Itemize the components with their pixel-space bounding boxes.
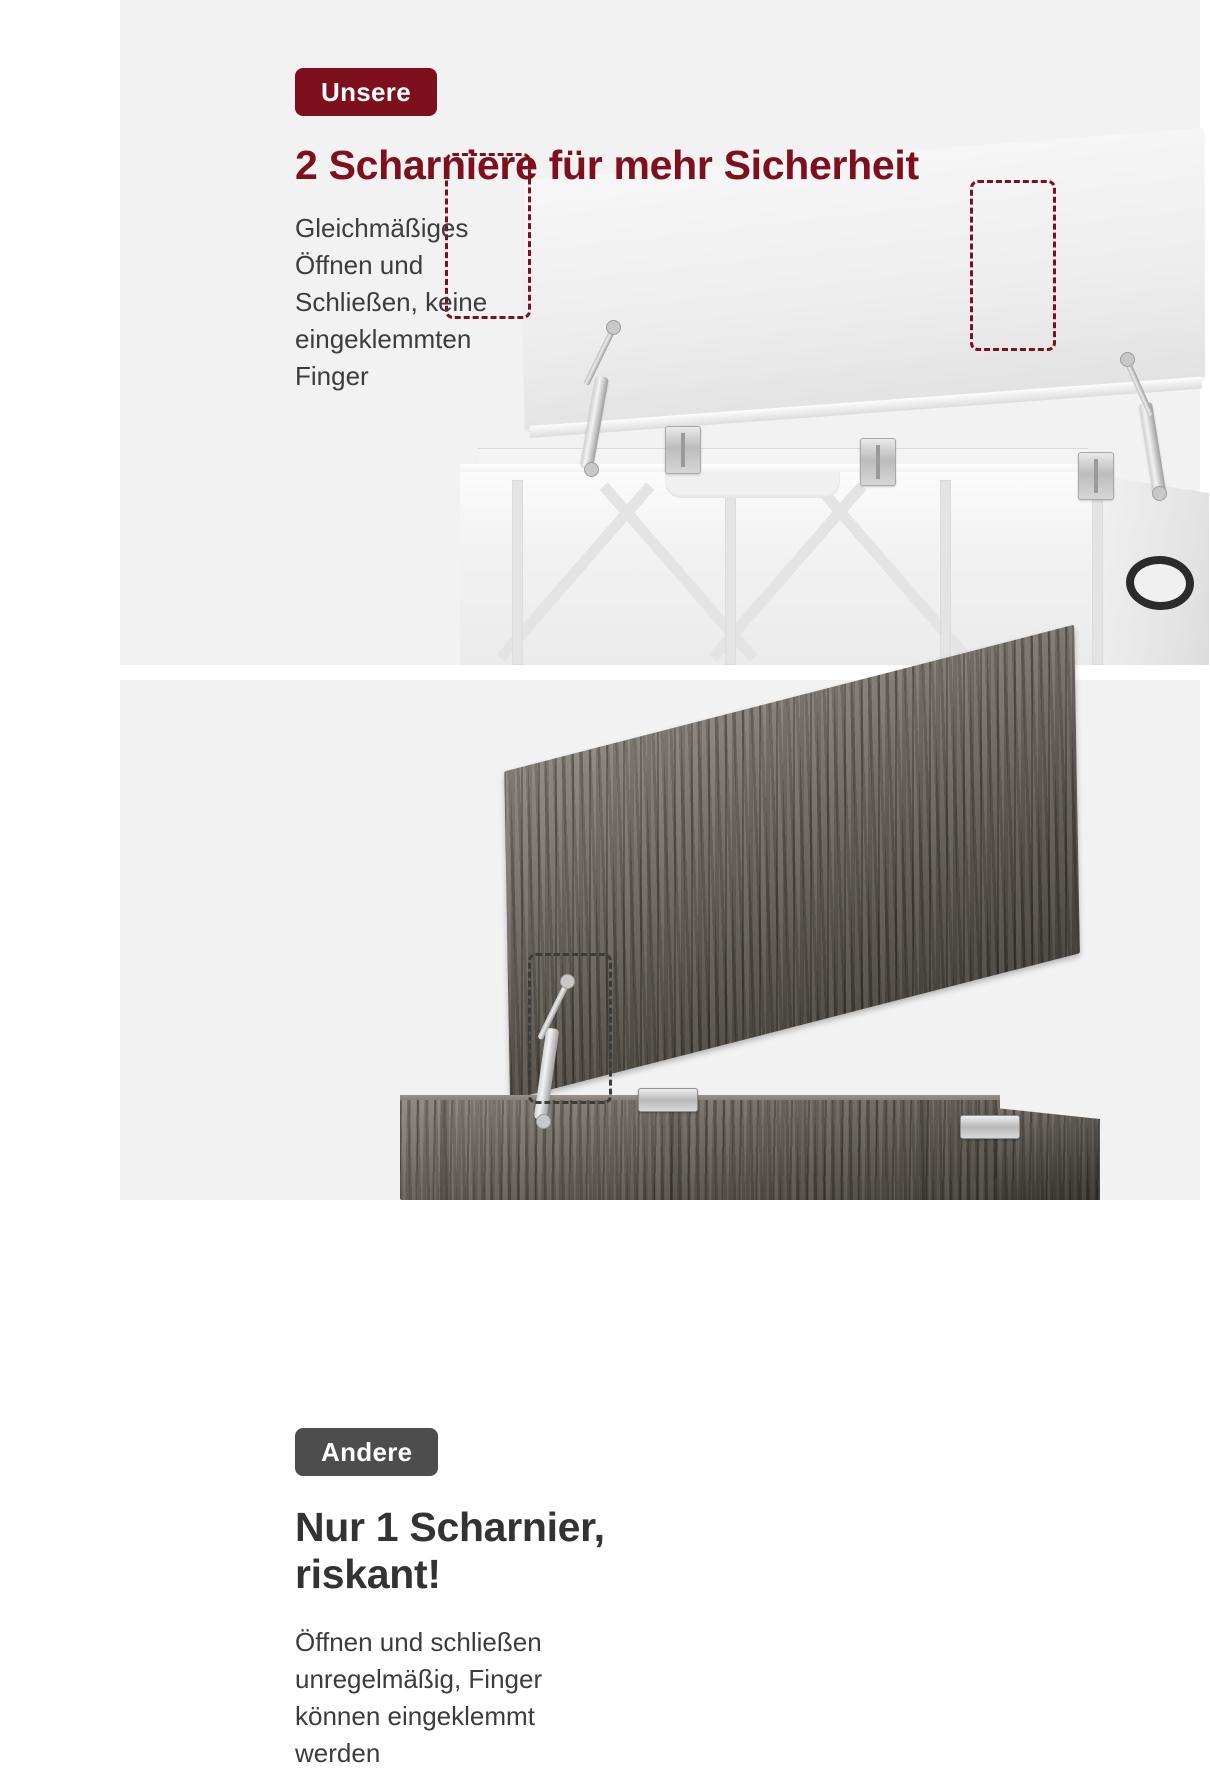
- left-margin-strip: [0, 0, 120, 1200]
- panel-others: [120, 680, 1200, 1768]
- body-text-others: Öffnen und schließen unregelmäßig, Finger können eingeklemmt werden: [295, 1627, 543, 1768]
- brace-vertical: [512, 480, 523, 665]
- hinge-pin: [1094, 459, 1098, 493]
- gas-strut-right: [1139, 402, 1166, 495]
- gas-strut-ball-left: [606, 320, 621, 335]
- hinge-plate-wood: [960, 1115, 1020, 1139]
- hinge-plate: [860, 438, 896, 486]
- hinge-plate: [1078, 452, 1114, 500]
- heading-others: Nur 1 Scharnier, riskant!: [295, 1504, 605, 1597]
- brace-vertical: [670, 1100, 679, 1200]
- panel-ours: [120, 0, 1200, 665]
- chest-body-white: [460, 472, 1105, 665]
- heading-ours: 2 Scharniere für mehr Sicherheit: [295, 142, 919, 188]
- product-photo-wood-chest: [360, 770, 1100, 1200]
- hinge-plate: [665, 426, 701, 474]
- x-brace-group: [512, 480, 1103, 665]
- brace-vertical: [920, 1100, 929, 1200]
- hinge-plate-wood: [638, 1088, 698, 1112]
- product-photo-white-chest: [420, 180, 1210, 665]
- hinge-pin: [876, 445, 880, 479]
- brace-vertical: [940, 480, 951, 665]
- highlight-box-right-hinge: [970, 180, 1056, 351]
- gas-strut-mount-single: [536, 1114, 551, 1129]
- gas-strut-ball-right: [1120, 352, 1135, 367]
- gas-strut-mount-left: [584, 462, 599, 477]
- chest-front-notch: [665, 472, 840, 498]
- body-text-ours: Gleichmäßiges Öffnen und Schließen, keine eingeklemmten Finger: [295, 213, 488, 391]
- gas-strut-mount-right: [1152, 486, 1167, 501]
- hinge-pin: [681, 433, 685, 467]
- highlight-box-single-hinge: [528, 953, 612, 1104]
- brace-vertical: [725, 480, 736, 665]
- brace-vertical: [440, 1100, 449, 1200]
- badge-others: Andere: [295, 1428, 438, 1476]
- badge-ours: Unsere: [295, 68, 437, 116]
- chest-body-wood: [400, 1100, 1000, 1200]
- brace-vertical: [1092, 480, 1103, 665]
